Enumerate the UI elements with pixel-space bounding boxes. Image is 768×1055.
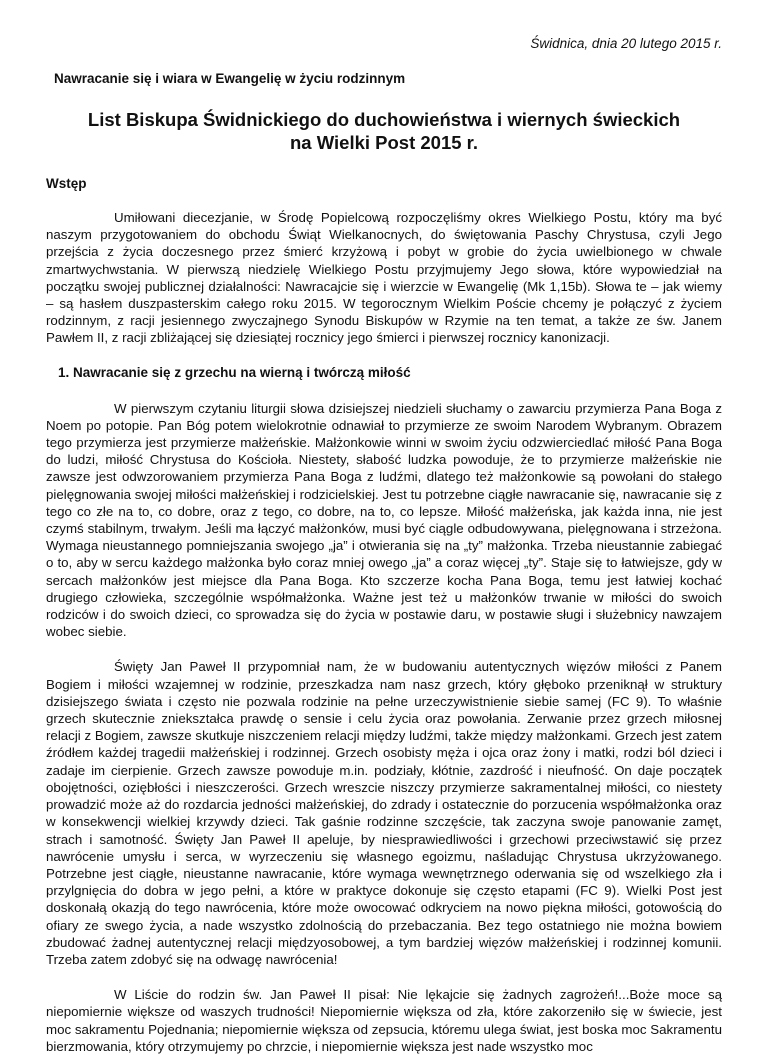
intro-paragraph: Umiłowani diecezjanie, w Środę Popielcową rozpoczęliśmy okres Wielkiego Postu, który ma być naszym przygotowaniem do obchodu Świąt Wielkanocnych, do świętowania Paschy Chrystusa, czyli Jego przejścia z życia doczesnego przez śmierć krzyżową i pobyt w grobie do życia uwielbionego w chwale zmartwychwstania. W pierwszą niedzielę Wielkiego Postu przyjmujemy Jego słowa, które wypowiedział na początku swojej publicznej działalności: Nawracajcie się i wierzcie w Ewangelię (Mk 1,15b). Słowa te – jak wiemy – są hasłem duszpasterskim całego roku 2015. W tegorocznym Wielkim Poście chcemy je połączyć z życiem rodzinnym, z racji jesiennego zwyczajnego Synodu Biskupów w Rzymie na ten temat, a także ze św. Janem Pawłem II, z racji zbliżającej się dziesiątej rocznicy jego śmierci i pierwszej rocznicy kanonizacji. xyxy=(46,210,722,346)
subject-line: Nawracanie się i wiara w Ewangelię w życiu rodzinnym xyxy=(54,71,406,86)
section-1-paragraph-3: W Liście do rodzin św. Jan Paweł II pisał: Nie lękajcie się żadnych zagrożeń!...Boże moce są niepomiernie większe od waszych trudności! Niepomiernie większa od zła, które zakorzeniło się w świecie, jest moc sakramentu Pojednania; niepomiernie większa od zepsucia, któremu ulega świat, jest boska moc Sakramentu bierzmowania, który otrzymujemy po chrzcie, i niepomiernie większa jest nade wszystko moc xyxy=(46,987,722,1054)
date-line: Świdnica, dnia 20 lutego 2015 r. xyxy=(530,36,722,51)
section-1-paragraph-2: Święty Jan Paweł II przypomniał nam, że w budowaniu autentycznych więzów miłości z Panem Bogiem i miłości wzajemnej w rodzinie, przeszkadza nam nasz grzech, który głęboko przeniknął w struktury dzisiejszego świata i często nie pozwala rodzinie na pełne urzeczywistnienie siebie samej (FC 9). To właśnie grzech skutecznie zniekształca prawdę o sensie i celu życia oraz powołania. Zerwanie przez grzech miłosnej relacji z Bogiem, zawsze skutkuje niszczeniem relacji między ludźmi, także między małżonkami. Grzech jest zatem źródłem każdej tragedii małżeńskiej i rodzinnej. Grzech osobisty męża i ojca oraz żony i matki, rodzi ból dzieci i zadaje im cierpienie. Grzech zawsze powoduje m.in. podziały, kłótnie, zazdrość i nieufność. On daje początek obojętności, oziębłości i nieszczerości. Grzech wreszcie niszczy przymierze sakramentalnej miłości, co niestety prowadzić może aż do rozdarcia jedności małżeńskiej, do zdrady i ostatecznie do porzucenia współmałżonka oraz w konsekwencji wielkiej krzywdy dzieci. Tak gaśnie rodzinne szczęście, tak zaczyna swoje panowanie zamęt, strach i samotność. Święty Jan Paweł II apeluje, by niesprawiedliwości i grzechowi przeciwstawić się przez nawrócenie umysłu i serca, w wyrzeczeniu się własnego egoizmu, naśladując Chrystusa ukrzyżowanego. Potrzebne jest ciągłe, nieustanne nawracanie, które wymaga wewnętrznego oderwania się od wszelkiego zła i przylgnięcia do dobra w jego pełni, a które w praktyce dokonuje się często etapami (FC 9). Wielki Post jest doskonałą okazją do tego nawrócenia, które może owocować odkryciem na nowo piękna miłości, gotowością do ofiary ze swego życia, a nade wszystko zdolnością do przebaczania. Bez tego ostatniego nie można bowiem zbudować żadnej autentycznej relacji międzyosobowej, a tym bardziej więzów małżeńskiej i rodzinnej komunii. Trzeba zatem zdobyć się na odwagę nawrócenia! xyxy=(46,659,722,967)
section-1-heading: 1. Nawracanie się z grzechu na wierną i twórczą miłość xyxy=(58,364,411,380)
section-1-paragraph-1: W pierwszym czytaniu liturgii słowa dzisiejszej niedzieli słuchamy o zawarciu przymierza Pana Boga z Noem po potopie. Pan Bóg potem wielokrotnie odnawiał to przymierze ze swoim Narodem Wybranym. Obrazem tego przymierza jest przymierze małżeńskie. Małżonkowie winni w swoim życiu odzwierciedlać miłość Pana Boga do ludzi, miłość Chrystusa do Kościoła. Niestety, słabość ludzka powoduje, że to przymierze małżeńskie nie zawsze jest odwzorowaniem przymierza Pana Boga z ludźmi, dlatego też małżonkowie są powołani do stałego pielęgnowania swojej miłości małżeńskiej i rodzicielskiej. Jest tu potrzebne ciągłe nawracanie się, nawracanie się z tego co złe na to, co dobre, oraz z tego, co dobre, na to, co lepsze. Miłość małżeńska, jak każda inna, nie jest czymś stabilnym, trwałym. Jeśli ma łączyć małżonków, musi być ciągle odbudowywana, pielęgnowana i strzeżona. Wymaga nieustannego pomniejszania swojego „ja” i otwierania się na „ty” małżonka. Trzeba nieustannie zabiegać o to, aby w sercu każdego małżonka było coraz mniej owego „ja” a coraz więcej „ty”. Staje się to łatwiejsze, gdy w sercach małżonków jest miejsce dla Pana Boga. Kto szczerze kocha Pana Boga, temu jest łatwiej kochać drugiego człowieka, szczególnie współmałżonka. Ważne jest też u małżonków trwanie w miłości do swoich rodziców i do swoich dzieci, co sprowadza się do życia w postawie daru, w postawie sługi i służebnicy nawzajem wobec siebie. xyxy=(46,400,722,640)
title-line-2: na Wielki Post 2015 r. xyxy=(289,132,478,153)
document-title xyxy=(46,108,722,154)
intro-heading: Wstęp xyxy=(46,176,87,191)
title-line-1: List Biskupa Świdnickiego do duchowieństwa i wiernych świeckich xyxy=(87,109,681,130)
